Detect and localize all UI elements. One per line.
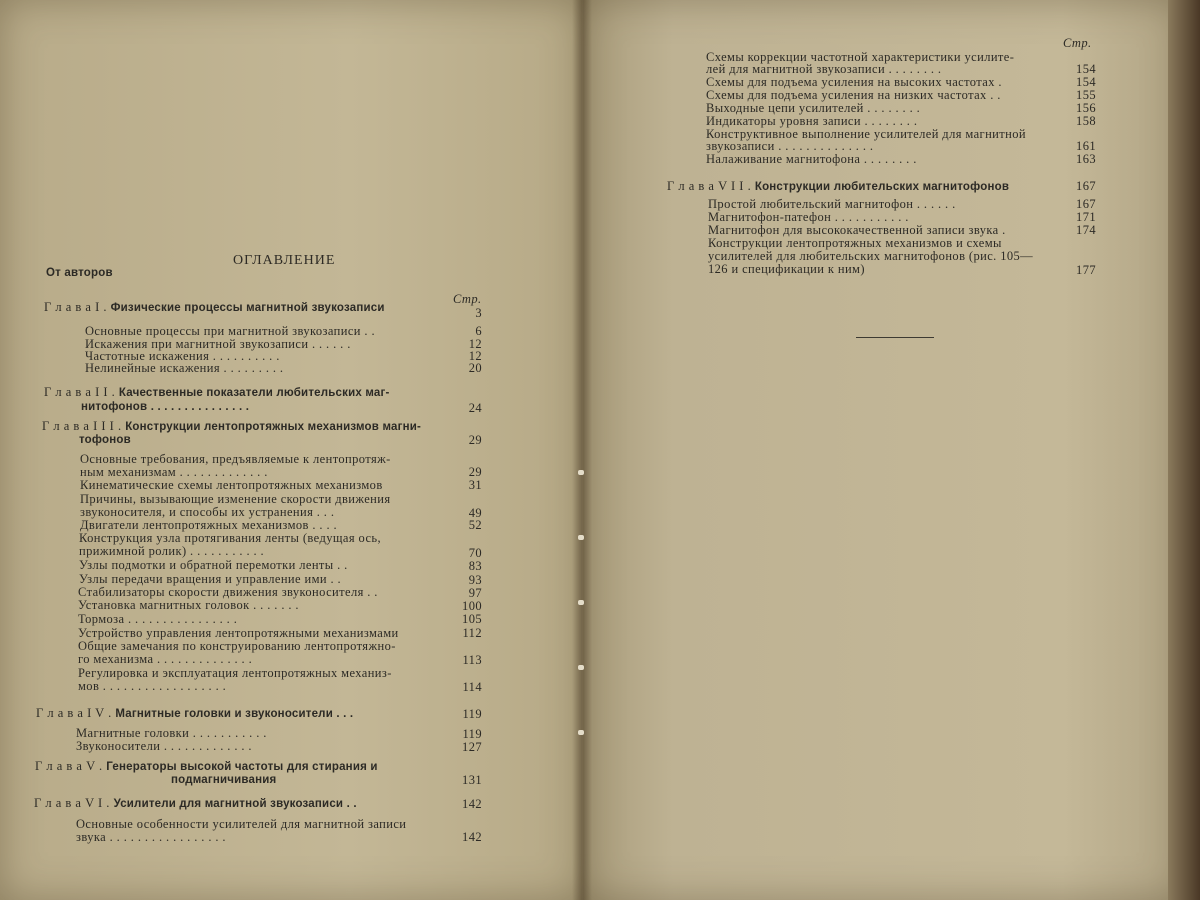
toc-section: Нелинейные искажения . . . . . . . . .: [85, 361, 284, 375]
toc-chapter-1: Г л а в а I . Физические процессы магнитной звукозаписи: [44, 300, 385, 314]
toc-page-number: 167: [1076, 197, 1096, 211]
toc-page-number: 52: [468, 518, 482, 532]
toc-section: Простой любительский магнитофон . . . . . .: [708, 197, 956, 211]
toc-section: ным механизмам . . . . . . . . . . . . .: [80, 465, 268, 479]
binding-stitch: [578, 535, 584, 540]
toc-section: Схемы для подъема усиления на низких частотах . .: [706, 88, 1001, 102]
toc-page-number: 105: [462, 612, 482, 626]
page-column-label: Стр.: [453, 292, 482, 306]
toc-section: мов . . . . . . . . . . . . . . . . . .: [78, 679, 227, 693]
toc-page-number: 167: [1076, 179, 1096, 193]
toc-section: Кинематические схемы лентопротяжных механизмов: [80, 478, 383, 492]
toc-section: Узлы передачи вращения и управление ими . .: [79, 572, 342, 586]
toc-section: Регулировка и эксплуатация лентопротяжных механиз-: [78, 666, 392, 680]
toc-section: Частотные искажения . . . . . . . . . .: [85, 349, 280, 363]
page-column-label: Стр.: [1063, 36, 1092, 50]
toc-section: прижимной ролик) . . . . . . . . . . .: [79, 544, 265, 558]
toc-chapter-6: Г л а в а V I . Усилители для магнитной звукозаписи . .: [34, 796, 357, 810]
toc-section: звуконосителя, и способы их устранения . . .: [80, 505, 335, 519]
toc-page-number: 158: [1076, 114, 1096, 128]
toc-section: Искажения при магнитной звукозаписи . . . . . .: [85, 337, 351, 351]
toc-section: 126 и спецификации к ним): [708, 262, 865, 276]
toc-chapter-3-cont: тофонов: [79, 434, 131, 446]
toc-chapter-4: Г л а в а I V . Магнитные головки и звуконосители . . .: [36, 706, 354, 720]
toc-section: Тормоза . . . . . . . . . . . . . . . .: [78, 612, 238, 626]
toc-chapter-7: Г л а в а V I I . Конструкции любительских магнитофонов: [667, 179, 1010, 193]
toc-page-number: 93: [468, 573, 482, 587]
toc-page-number: 154: [1076, 62, 1096, 76]
toc-page-number: 161: [1076, 139, 1096, 153]
toc-section: Магнитофон-патефон . . . . . . . . . . .: [708, 210, 909, 224]
toc-chapter-5-cont: подмагничивания: [171, 774, 277, 786]
toc-section: Причины, вызывающие изменение скорости движения: [80, 492, 391, 506]
toc-page-number: 177: [1076, 263, 1096, 277]
toc-section: Конструктивное выполнение усилителей для магнитной: [706, 127, 1026, 141]
toc-section: Конструкции лентопротяжных механизмов и схемы: [708, 236, 1002, 250]
toc-section: Магнитные головки . . . . . . . . . . .: [76, 726, 267, 740]
toc-heading: ОГЛАВЛЕНИЕ: [233, 253, 336, 268]
toc-page-number: 174: [1076, 223, 1096, 237]
toc-page-number: 112: [462, 626, 482, 640]
toc-page-number: 100: [462, 599, 482, 613]
toc-page-number: 156: [1076, 101, 1096, 115]
page-edge: [1168, 0, 1200, 900]
toc-page-number: 113: [462, 653, 482, 667]
toc-page-number: 171: [1076, 210, 1096, 224]
toc-section: Магнитофон для высококачественной записи звука .: [708, 223, 1006, 237]
toc-chapter-5: Г л а в а V . Генераторы высокой частоты для стирания и: [35, 759, 378, 773]
binding-stitch: [578, 470, 584, 475]
toc-page-number: 49: [468, 506, 482, 520]
binding-stitch: [578, 730, 584, 735]
toc-section: Схемы коррекции частотной характеристики усилите-: [706, 50, 1015, 64]
toc-section: Установка магнитных головок . . . . . . .: [78, 598, 299, 612]
binding-stitch: [578, 600, 584, 605]
toc-section: Основные требования, предъявляемые к лентопротяж-: [80, 452, 391, 466]
toc-page-number: 119: [462, 727, 482, 741]
toc-section: Выходные цепи усилителей . . . . . . . .: [706, 101, 921, 115]
toc-page-number: 119: [462, 707, 482, 721]
toc-section: го механизма . . . . . . . . . . . . . .: [78, 652, 253, 666]
toc-page-number: 127: [462, 740, 482, 754]
toc-page-number: 12: [468, 349, 482, 363]
toc-page-number: 24: [468, 401, 482, 415]
toc-section: Общие замечания по конструированию лентопротяжно-: [78, 639, 396, 653]
toc-section: усилителей для любительских магнитофонов (рис. 105—: [708, 249, 1034, 263]
toc-page-number: 131: [462, 773, 482, 787]
binding-stitch: [578, 665, 584, 670]
toc-page-number: 29: [468, 433, 482, 447]
toc-page-number: 163: [1076, 152, 1096, 166]
toc-page-number: 142: [462, 797, 482, 811]
toc-page-number: 3: [475, 306, 482, 320]
toc-section: Звуконосители . . . . . . . . . . . . .: [76, 739, 252, 753]
toc-section: Двигатели лентопротяжных механизмов . . . .: [80, 518, 338, 532]
toc-page-number: 83: [468, 559, 482, 573]
toc-page-number: 154: [1076, 75, 1096, 89]
toc-chapter-3: Г л а в а I I I . Конструкции лентопротяжных механизмов магни-: [42, 419, 422, 433]
toc-section: звука . . . . . . . . . . . . . . . . .: [76, 830, 226, 844]
toc-chapter-2: Г л а в а I I . Качественные показатели любительских маг-: [44, 385, 390, 399]
toc-section: Индикаторы уровня записи . . . . . . . .: [706, 114, 918, 128]
toc-section: Конструкция узла протягивания ленты (ведущая ось,: [79, 531, 382, 545]
toc-page-number: 70: [468, 546, 482, 560]
toc-page-number: 6: [475, 324, 482, 338]
toc-section: звукозаписи . . . . . . . . . . . . . .: [706, 139, 874, 153]
toc-section: Узлы подмотки и обратной перемотки ленты . .: [79, 558, 348, 572]
toc-page-number: 114: [462, 680, 482, 694]
book-gutter: [572, 0, 592, 900]
toc-section: Стабилизаторы скорости движения звуконосителя . .: [78, 585, 378, 599]
toc-section: лей для магнитной звукозаписи . . . . . . . .: [706, 62, 942, 76]
toc-page-number: 97: [468, 586, 482, 600]
toc-page-number: 12: [468, 337, 482, 351]
toc-page-number: 31: [468, 478, 482, 492]
toc-page-number: 142: [462, 830, 482, 844]
toc-section: Схемы для подъема усиления на высоких частотах .: [706, 75, 1002, 89]
toc-page-number: 155: [1076, 88, 1096, 102]
end-rule: [856, 337, 934, 338]
authors-entry: От авторов: [46, 267, 113, 279]
toc-page-number: 20: [468, 361, 482, 375]
toc-section: Основные особенности усилителей для магнитной записи: [76, 817, 407, 831]
toc-section: Налаживание магнитофона . . . . . . . .: [706, 152, 917, 166]
toc-section: Устройство управления лентопротяжными механизмами: [78, 626, 399, 640]
toc-page-number: 29: [468, 465, 482, 479]
toc-chapter-2-cont: нитофонов . . . . . . . . . . . . . . .: [81, 401, 250, 413]
toc-section: Основные процессы при магнитной звукозаписи . .: [85, 324, 375, 338]
